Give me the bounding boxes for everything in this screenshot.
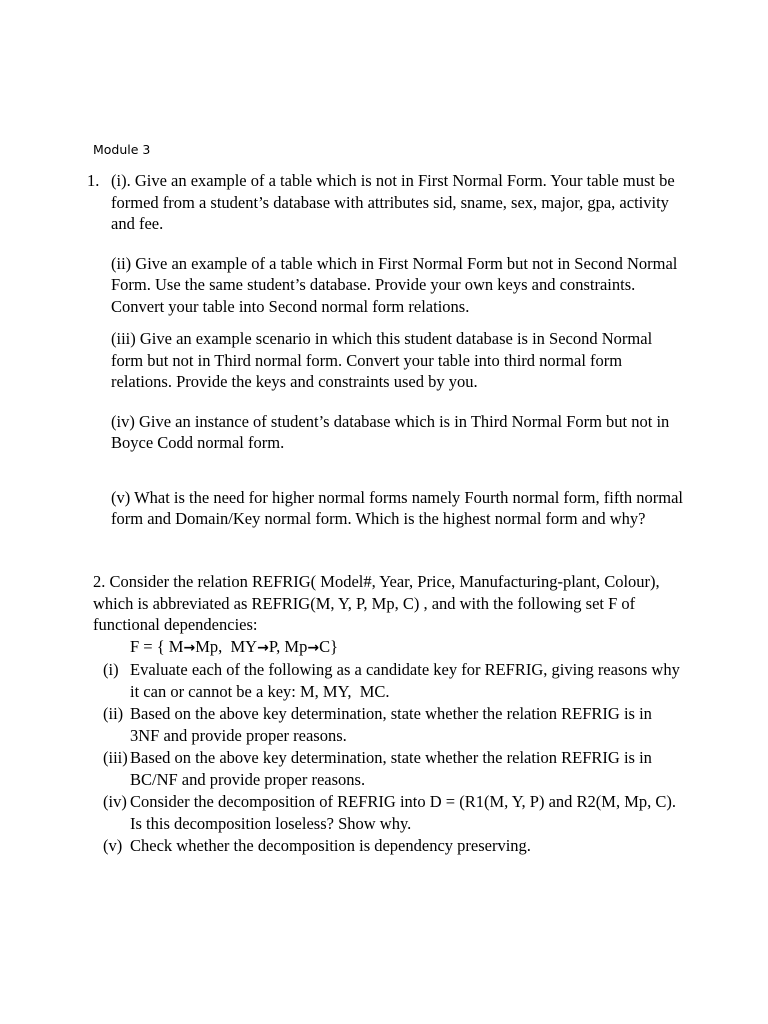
subquestion-text: Consider the decomposition of REFRIG into D = (R1(M, Y, P) and R2(M, Mp, C). Is this decomposition loseless? Show why. (130, 792, 681, 833)
fd-part-2: Mp, MY (195, 636, 258, 656)
fd-suffix: C} (319, 636, 339, 656)
question-2 (93, 571, 683, 858)
question-2-intro: 2. Consider the relation REFRIG( Model#, Year, Price, Manufacturing-plant, Colour), which is abbreviated as REFRIG(M, Y, P, Mp, C) , and with the following set F of functional dependencies: (93, 572, 664, 634)
question-1-number: 1. (87, 171, 100, 190)
subquestion-text: Evaluate each of the following as a candidate key for REFRIG, giving reasons why it can or cannot be a key: M, MY, MC. (130, 660, 684, 701)
subquestion-i (93, 659, 683, 702)
module-heading: Module 3 (93, 142, 151, 157)
question-1-part-iii: (iii) Give an example scenario in which this student database is in Second Normal form but not in Third normal form. Convert your table into third normal form relations. Provide the keys and constraints used by you. (111, 329, 657, 391)
subquestion-label: (i) (103, 660, 119, 679)
subquestion-ii (93, 703, 683, 746)
subquestion-text: Based on the above key determination, state whether the relation REFRIG is in 3NF and provide proper reasons. (130, 704, 657, 745)
question-1-part-i: (i). Give an example of a table which is not in First Normal Form. Your table must be formed from a student’s database with attributes sid, sname, sex, major, gpa, activity and fee. (111, 171, 679, 233)
functional-dependencies (93, 636, 683, 660)
question-1-part-iv: (iv) Give an instance of student’s database which is in Third Normal Form but not in Boyce Codd normal form. (111, 411, 674, 452)
right-arrow-icon: → (183, 639, 196, 656)
subquestion-iii (93, 747, 683, 790)
fd-part-3: P, Mp (268, 636, 308, 656)
subquestion-label: (iii) (103, 748, 128, 767)
subquestion-text: Check whether the decomposition is dependency preserving. (130, 836, 531, 855)
subquestion-iv (93, 791, 683, 834)
subquestion-text: Based on the above key determination, state whether the relation REFRIG is in BC/NF and provide proper reasons. (130, 748, 657, 789)
fd-prefix: F = { M (130, 636, 184, 656)
subquestion-label: (ii) (103, 704, 124, 723)
question-1-part-v: (v) What is the need for higher normal forms namely Fourth normal form, fifth normal form and Domain/Key normal form. Which is the highest normal form and why? (111, 487, 688, 528)
question-1 (111, 170, 688, 530)
right-arrow-icon: → (307, 639, 320, 656)
subquestion-label: (v) (103, 836, 123, 855)
question-2-subquestions (93, 659, 683, 857)
subquestion-v (93, 835, 683, 857)
right-arrow-icon: → (257, 639, 269, 656)
subquestion-label: (iv) (103, 792, 127, 811)
question-1-part-ii: (ii) Give an example of a table which in First Normal Form but not in Second Normal Form. Use the same student’s database. Provide your own keys and constraints. Convert your table into Second normal form relations. (111, 253, 682, 316)
